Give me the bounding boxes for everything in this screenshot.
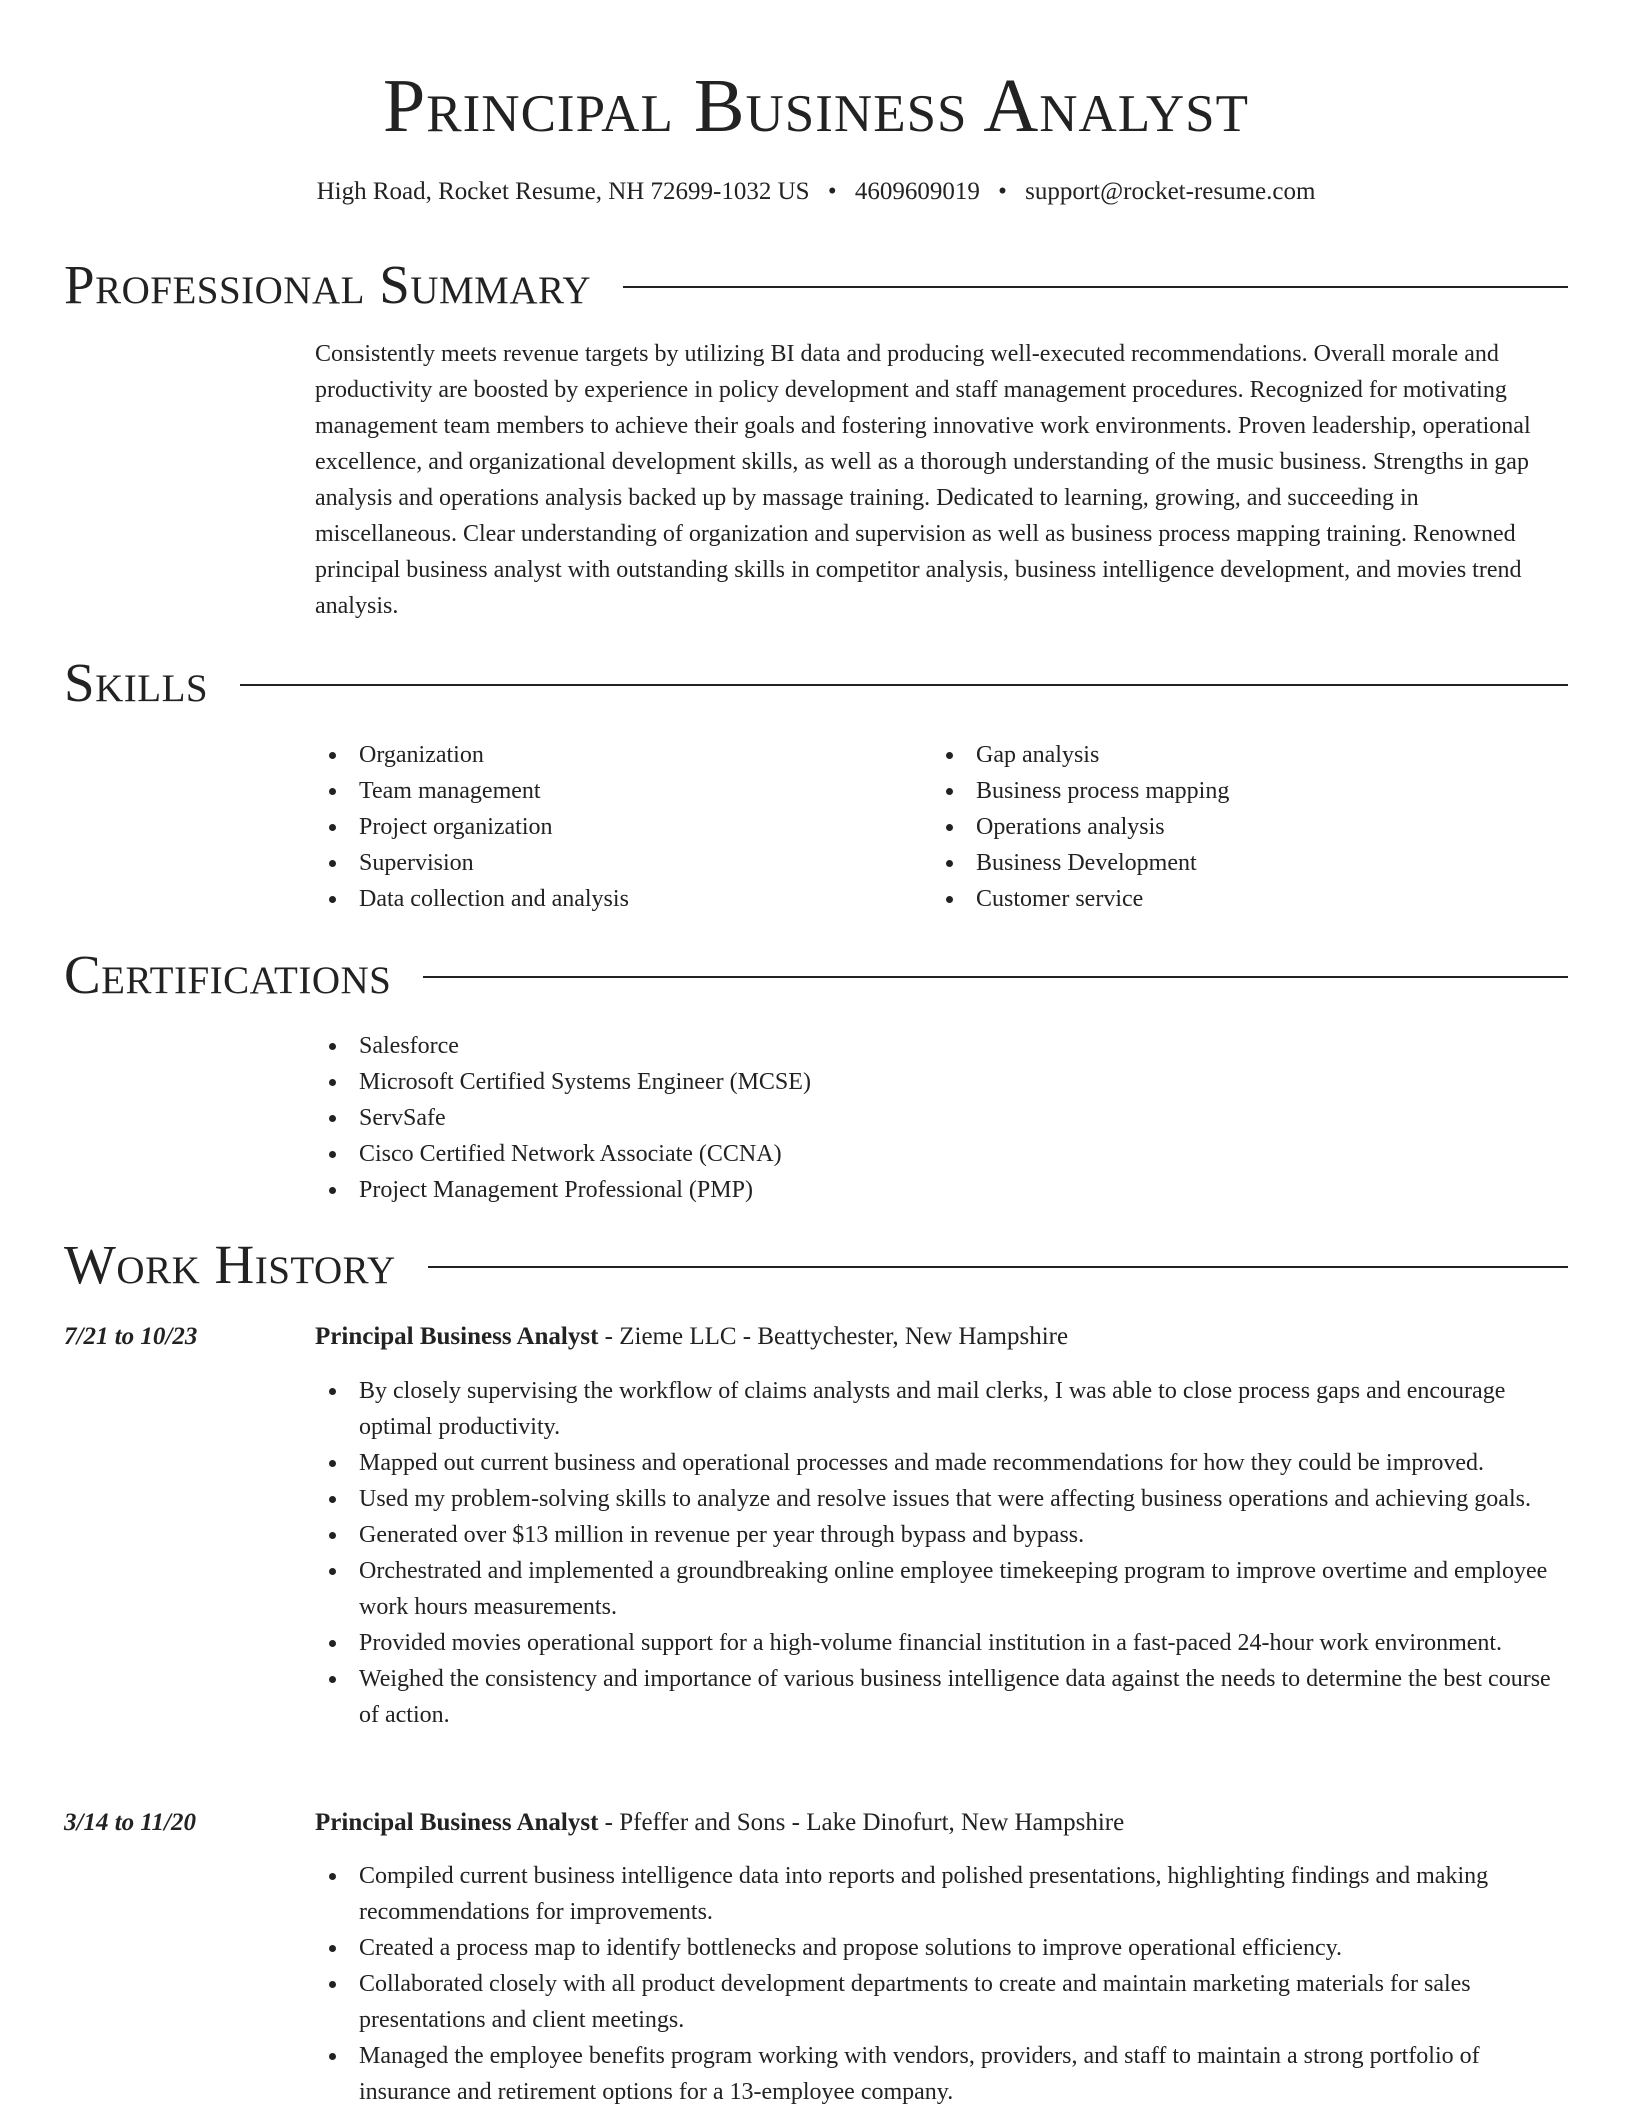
contact-email: support@rocket-resume.com: [1025, 178, 1316, 205]
job-heading: [315, 1805, 1124, 1841]
job-dates: 7/21 to 10/23: [64, 1323, 198, 1350]
section-title-work-history: Work History: [64, 1234, 396, 1295]
summary-text: Consistently meets revenue targets by utilizing BI data and producing well-executed recommendations. Overall morale and productivity are boosted by experience in policy development and staff management procedures. Recognized for motivating management team members to achieve their goals and fostering innovative work environments. Proven leadership, operational excellence, and organizational development skills, as well as a thorough understanding of the music business. Strengths in gap analysis and operations analysis backed up by massage training. Dedicated to learning, growing, and succeeding in miscellaneous. Clear understanding of organization and supervision as well as business process mapping training. Renowned principal business analyst with outstanding skills in competitor analysis, business intelligence development, and movies trend analysis.: [315, 341, 1531, 619]
job-role: Principal Business Analyst: [315, 1323, 599, 1350]
contact-separator: •: [827, 178, 837, 205]
contact-address: High Road, Rocket Resume, NH 72699-1032 US: [316, 178, 810, 205]
resume-name: Principal Business Analyst: [383, 64, 1249, 148]
job-bullet: Generated over $13 million in revenue per year through bypass and bypass.: [315, 1517, 1565, 1553]
skill-item: Project organization: [315, 809, 915, 845]
skill-item: Team management: [315, 773, 915, 809]
skill-item: Business Development: [932, 845, 1552, 881]
skill-item: Operations analysis: [932, 809, 1552, 845]
contact-line: [0, 174, 1632, 210]
skills-list-right: [932, 737, 1552, 917]
job-bullet: Orchestrated and implemented a groundbreaking online employee timekeeping program to improve overtime and employee work hours measurements.: [315, 1553, 1565, 1625]
certification-item: Cisco Certified Network Associate (CCNA): [315, 1136, 1315, 1172]
job-details: - Pfeffer and Sons - Lake Dinofurt, New Hampshire: [598, 1809, 1125, 1836]
skill-item: Business process mapping: [932, 773, 1552, 809]
job-bullet: Collaborated closely with all product development departments to create and maintain marketing materials for sales presentations and client meetings.: [315, 1966, 1565, 2038]
job-bullet: Used my problem-solving skills to analyze and resolve issues that were affecting business operations and achieving goals.: [315, 1481, 1565, 1517]
skills-list-left: [315, 737, 915, 917]
certification-item: Salesforce: [315, 1028, 1315, 1064]
skill-item: Data collection and analysis: [315, 881, 915, 917]
work-history-section-header: [64, 1232, 1568, 1298]
certifications-section-header: [64, 942, 1568, 1008]
skill-item: Supervision: [315, 845, 915, 881]
job-bullet-list: [315, 1858, 1565, 2110]
job-role: Principal Business Analyst: [315, 1809, 599, 1836]
section-divider: [428, 1266, 1568, 1268]
certification-item: Microsoft Certified Systems Engineer (MCSE): [315, 1064, 1315, 1100]
skills-section-header: [64, 650, 1568, 716]
job-bullet: Mapped out current business and operational processes and made recommendations for how they could be improved.: [315, 1445, 1565, 1481]
job-bullet-list: [315, 1373, 1565, 1733]
job-bullet: Weighed the consistency and importance of various business intelligence data against the needs to determine the best course of action.: [315, 1661, 1565, 1733]
contact-separator: •: [998, 178, 1007, 205]
section-divider: [623, 286, 1568, 288]
certification-item: ServSafe: [315, 1100, 1315, 1136]
job-bullet: By closely supervising the workflow of claims analysts and mail clerks, I was able to close process gaps and encourage optimal productivity.: [315, 1373, 1565, 1445]
contact-phone: 4609609019: [854, 178, 980, 205]
job-heading: [315, 1319, 1068, 1355]
job-details: - Zieme LLC - Beattychester, New Hampshire: [598, 1323, 1069, 1350]
job-bullet: Managed the employee benefits program working with vendors, providers, and staff to maintain a strong portfolio of insurance and retirement options for a 13-employee company.: [315, 2038, 1565, 2110]
job-dates: 3/14 to 11/20: [64, 1809, 196, 1836]
section-title-certifications: Certifications: [64, 944, 392, 1005]
certification-item: Project Management Professional (PMP): [315, 1172, 1315, 1208]
section-title-summary: Professional Summary: [64, 254, 592, 315]
section-divider: [423, 976, 1568, 978]
section-title-skills: Skills: [64, 652, 209, 713]
job-bullet: Created a process map to identify bottlenecks and propose solutions to improve operational efficiency.: [315, 1930, 1565, 1966]
skill-item: Customer service: [932, 881, 1552, 917]
summary-section-header: [64, 252, 1568, 318]
skill-item: Organization: [315, 737, 915, 773]
job-bullet: Compiled current business intelligence data into reports and polished presentations, highlighting findings and making recommendations for improvements.: [315, 1858, 1565, 1930]
skill-item: Gap analysis: [932, 737, 1552, 773]
job-bullet: Provided movies operational support for a high-volume financial institution in a fast-paced 24-hour work environment.: [315, 1625, 1565, 1661]
section-divider: [240, 684, 1568, 686]
certifications-list: [315, 1028, 1315, 1208]
